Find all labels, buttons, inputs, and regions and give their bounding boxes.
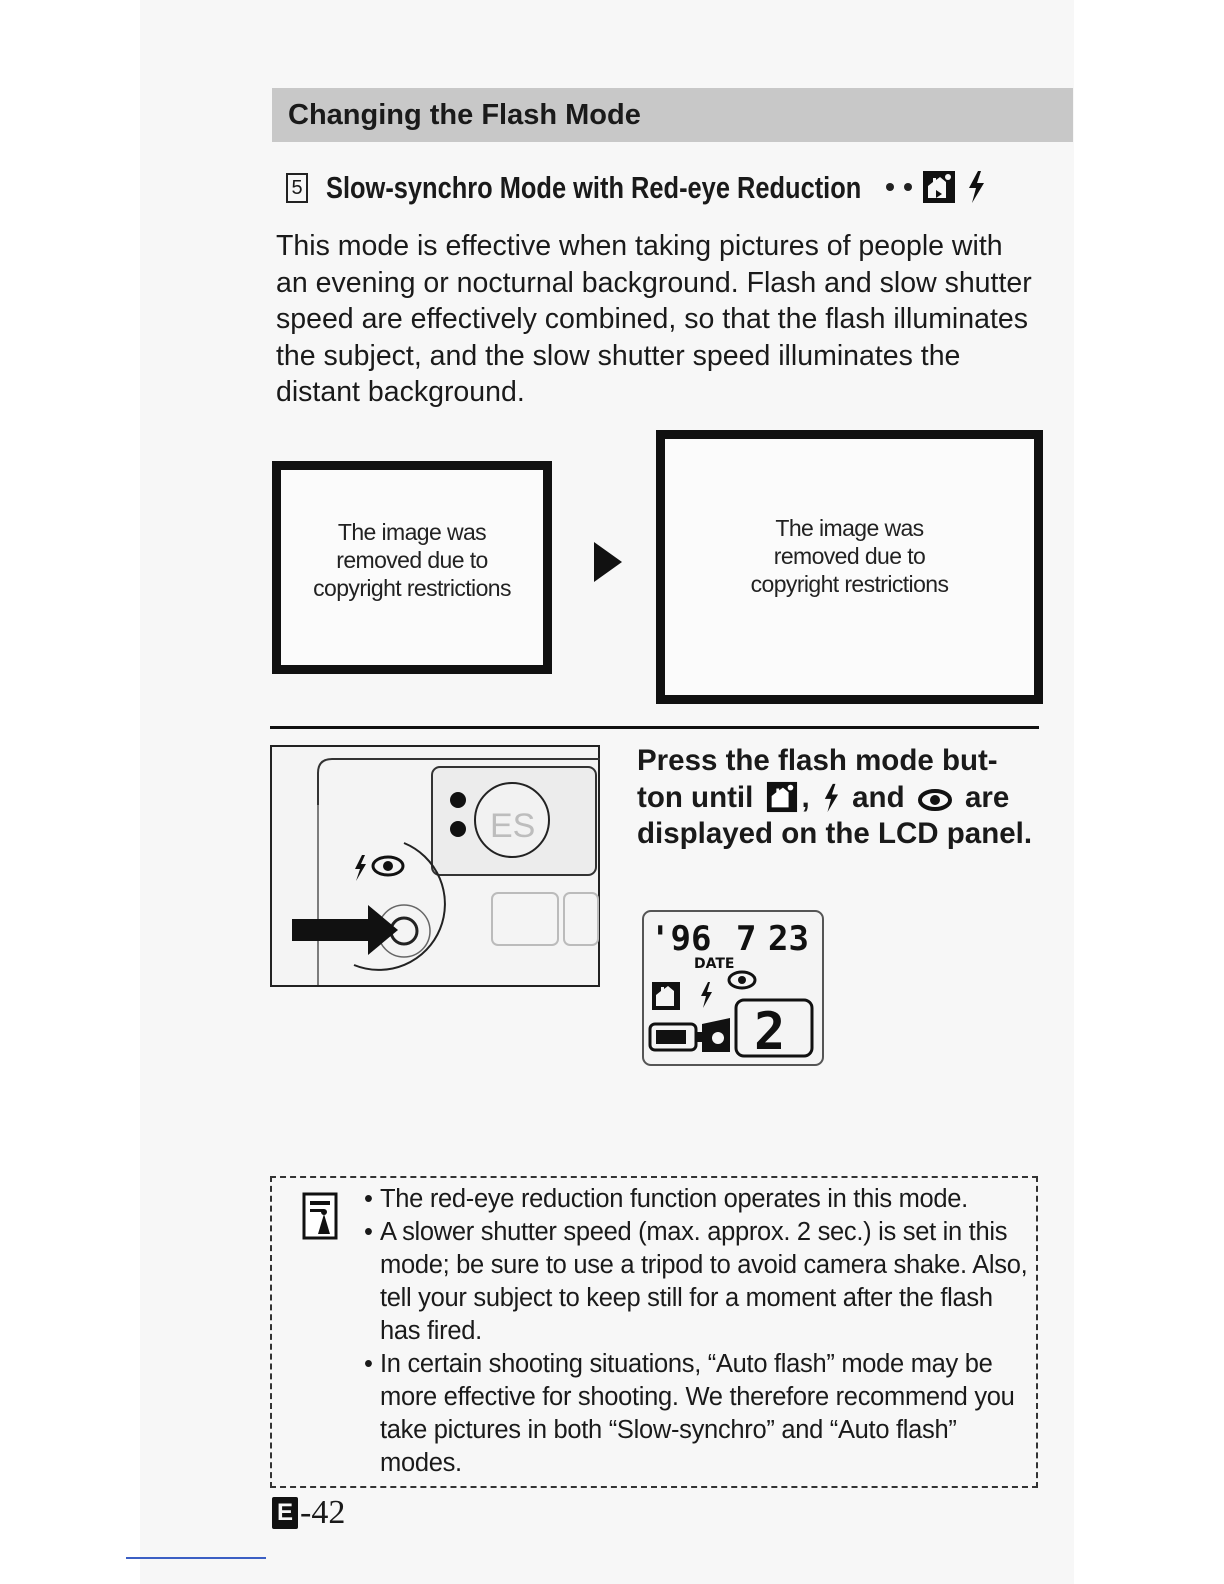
placeholder-line: The image was: [337, 519, 487, 545]
dot-icon: [904, 183, 912, 191]
arrow-right-icon: [594, 542, 622, 582]
dot-icon: [886, 183, 894, 191]
red-eye-icon: [917, 787, 953, 813]
camera-illustration: [270, 745, 602, 989]
lcd-date-label: DATE: [694, 956, 735, 972]
note-item: • The red-eye reduction function operates in this mode.: [364, 1183, 1029, 1216]
mode-icons: [886, 170, 986, 204]
instruction-part2: are displayed on the LCD panel.: [637, 780, 1033, 850]
divider: [270, 726, 1039, 729]
page-number-text: -42: [300, 1494, 346, 1531]
mode-title: Slow-synchro Mode with Red-eye Reduction: [326, 170, 862, 205]
lcd-panel: [642, 910, 826, 1068]
mode-heading: [286, 166, 1046, 210]
page-number: [272, 1494, 345, 1532]
memo-icon: [302, 1192, 338, 1240]
instruction-part1: Press the flash mode but-ton until: [637, 744, 998, 814]
and-word: and: [852, 780, 905, 814]
lcd-day: 23: [768, 919, 809, 959]
after-image-placeholder: [656, 430, 1043, 704]
header-title: Changing the Flash Mode: [288, 98, 641, 131]
instruction-text: [637, 743, 1037, 853]
lcd-month: 7: [736, 919, 757, 959]
note-box: [270, 1176, 1038, 1488]
flash-icon: [966, 170, 986, 204]
placeholder-line: removed due to: [336, 547, 488, 573]
note-list: [364, 1183, 1029, 1480]
edge-line: [126, 1557, 266, 1559]
red-eye-icon-pupil: [738, 976, 746, 984]
night-scene-icon: [766, 781, 798, 813]
lcd-year: '96: [650, 919, 712, 959]
before-image-placeholder: [272, 461, 552, 674]
placeholder-line: copyright restrictions: [313, 575, 511, 601]
night-scene-icon: [922, 170, 956, 204]
svg-text:ES: ES: [490, 807, 536, 845]
separator: ,: [801, 780, 810, 814]
note-item: • In certain shooting situations, “Auto flash” mode may be more effective for shooting. We therefore recommend you take pictures in both “Slow-synchro” and “Auto flash” modes.: [364, 1348, 1029, 1480]
lcd-counter: 2: [754, 1002, 786, 1062]
placeholder-line: The image was: [775, 515, 924, 541]
placeholder-line: removed due to: [773, 543, 926, 569]
placeholder-line: copyright restrictions: [750, 571, 949, 597]
mode-number: 5: [286, 173, 308, 203]
intro-paragraph: This mode is effective when taking pictures of people with an evening or nocturnal background. Flash and slow shutter speed are effectively combined, so that the flash illuminates the subject, and the slow shutter speed illuminates the distant background.: [276, 230, 1032, 408]
language-badge: E: [272, 1497, 298, 1529]
flash-icon: [822, 783, 840, 813]
note-item: • A slower shutter speed (max. approx. 2 sec.) is set in this mode; be sure to use a tripod to avoid camera shake. Also, tell your subject to keep still for a moment after the flash has fired.: [364, 1216, 1029, 1348]
section-header: [272, 88, 1073, 142]
